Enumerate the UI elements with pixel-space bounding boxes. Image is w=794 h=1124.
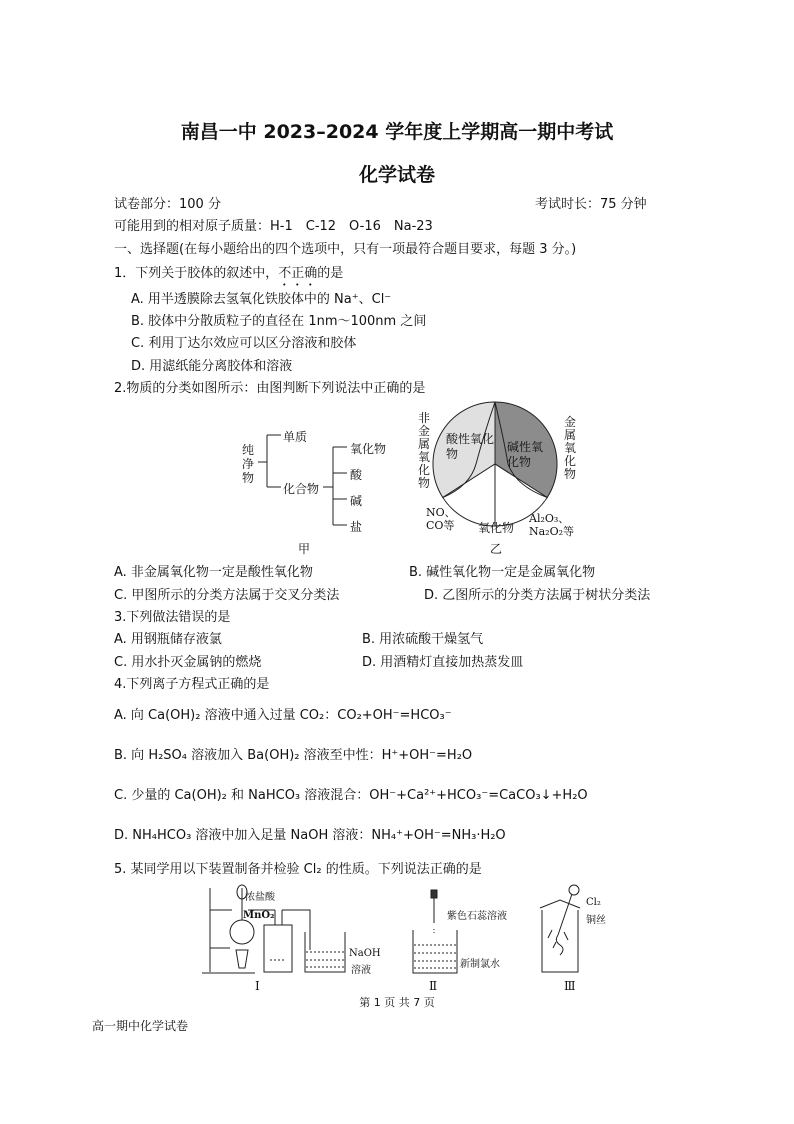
tree-salt: 盐 xyxy=(350,520,363,534)
app1-naoh-label-1: NaOH xyxy=(349,948,381,959)
q3-option-c: C. 用水扑灭金属钠的燃烧 xyxy=(114,655,262,670)
app1-naoh-label-2: 溶液 xyxy=(351,965,371,976)
q3-option-a: A. 用钢瓶储存液氯 xyxy=(114,632,222,647)
exam-duration: 考试时长：75 分钟 xyxy=(535,197,647,212)
section-heading: 一、选择题(在每小题给出的四个选项中，只有一项最符合题目要求，每题 3 分。) xyxy=(114,242,577,257)
q1-stem-emphasis: 不正确 xyxy=(278,266,318,281)
tree-brackets xyxy=(255,425,355,535)
q2-option-c: C. 甲图所示的分类方法属于交叉分类法 xyxy=(114,588,340,603)
q2-option-b: B. 碱性氧化物一定是金属氧化物 xyxy=(409,565,596,580)
q3-option-d: D. 用酒精灯直接加热蒸发皿 xyxy=(362,655,524,670)
question-4-stem: 4.下列离子方程式正确的是 xyxy=(114,677,270,692)
question-1-stem xyxy=(114,262,343,289)
apparatus-3-drawing xyxy=(530,880,590,980)
q4-option-d: D. NH₄HCO₃ 溶液中加入足量 NaOH 溶液：NH₄⁺+OH⁻=NH₃·H₂O xyxy=(114,828,506,843)
apparatus-2-drawing xyxy=(405,885,465,980)
app2-caption: Ⅱ xyxy=(429,979,438,993)
q1-option-b: B. 胶体中分散质粒子的直径在 1nm～100nm 之间 xyxy=(131,314,427,329)
q2-option-d: D. 乙图所示的分类方法属于树状分类法 xyxy=(424,588,651,603)
pie-left-label: 非金属氧化物 xyxy=(418,411,431,490)
pie-amphoteric-label-2: Na₂O₂等 xyxy=(529,525,575,538)
app3-caption: Ⅲ xyxy=(564,979,576,993)
footer-course: 高一期中化学试卷 xyxy=(92,1019,189,1033)
q3-option-b: B. 用浓硫酸干燥氢气 xyxy=(362,632,484,647)
atomic-masses: 可能用到的相对原子质量：H-1 C-12 O-16 Na-23 xyxy=(114,219,433,234)
question-5-stem: 5. 某同学用以下装置制备并检验 Cl₂ 的性质。下列说法正确的是 xyxy=(114,862,482,877)
q1-option-a: A. 用半透膜除去氢氧化铁胶体中的 Na⁺、Cl⁻ xyxy=(131,292,392,307)
total-score: 试卷部分：100 分 xyxy=(114,197,221,212)
question-3-stem: 3.下列做法错误的是 xyxy=(114,610,231,625)
tree-root: 纯净物 xyxy=(242,443,255,485)
question-2-stem: 2.物质的分类如图所示：由图判断下列说法中正确的是 xyxy=(114,381,426,396)
q1-stem-post: 的是 xyxy=(317,266,344,281)
pie-amphoteric-label-1: Al₂O₃、 xyxy=(529,512,570,525)
app1-mno2-label: MnO₂ xyxy=(243,910,275,921)
app2-chlorine-water-label: 新制氯水 xyxy=(460,959,500,970)
page-title: 南昌一中 2023–2024 学年度上学期高一期中考试 xyxy=(180,121,614,143)
app1-caption: Ⅰ xyxy=(255,979,260,993)
q1-option-c: C. 利用丁达尔效应可以区分溶液和胶体 xyxy=(131,336,357,351)
tree-caption: 甲 xyxy=(298,542,311,556)
pie-neutral-label-1: NO、 xyxy=(426,506,456,519)
tree-base: 碱 xyxy=(350,494,363,508)
q4-option-a: A. 向 Ca(OH)₂ 溶液中通入过量 CO₂：CO₂+OH⁻=HCO₃⁻ xyxy=(114,708,452,723)
q4-option-b: B. 向 H₂SO₄ 溶液加入 Ba(OH)₂ 溶液至中性：H⁺+OH⁻=H₂O xyxy=(114,748,473,763)
tree-compound: 化合物 xyxy=(283,482,320,496)
q1-stem-pre: 1．下列关于胶体的叙述中， xyxy=(114,266,279,281)
pie-acidic-label: 酸性氧化物 xyxy=(446,432,495,461)
q1-option-d: D. 用滤纸能分离胶体和溶液 xyxy=(131,359,293,374)
app1-hcl-label: 浓盐酸 xyxy=(245,892,275,903)
app3-cl2-label: Cl₂ xyxy=(586,897,601,908)
page-subtitle: 化学试卷 xyxy=(358,164,435,186)
pie-neutral-label-2: CO等 xyxy=(426,519,455,532)
app3-copper-label: 铜丝 xyxy=(586,915,606,926)
pie-bottom-label: 氧化物 xyxy=(478,521,515,535)
page-number: 第 1 页 共 7 页 xyxy=(359,996,435,1009)
pie-right-label: 金属氧化物 xyxy=(564,415,577,481)
tree-oxide: 氧化物 xyxy=(350,442,387,456)
tree-acid: 酸 xyxy=(350,468,363,482)
app2-litmus-label: 紫色石蕊溶液 xyxy=(447,911,507,922)
q2-option-a: A. 非金属氧化物一定是酸性氧化物 xyxy=(114,565,313,580)
tree-simple-substance: 单质 xyxy=(283,430,308,444)
pie-caption: 乙 xyxy=(490,542,503,556)
q4-option-c: C. 少量的 Ca(OH)₂ 和 NaHCO₃ 溶液混合：OH⁻+Ca²⁺+HCO₃⁻=CaCO₃↓+H₂O xyxy=(114,788,588,803)
pie-basic-label: 碱性氧化物 xyxy=(507,440,544,469)
